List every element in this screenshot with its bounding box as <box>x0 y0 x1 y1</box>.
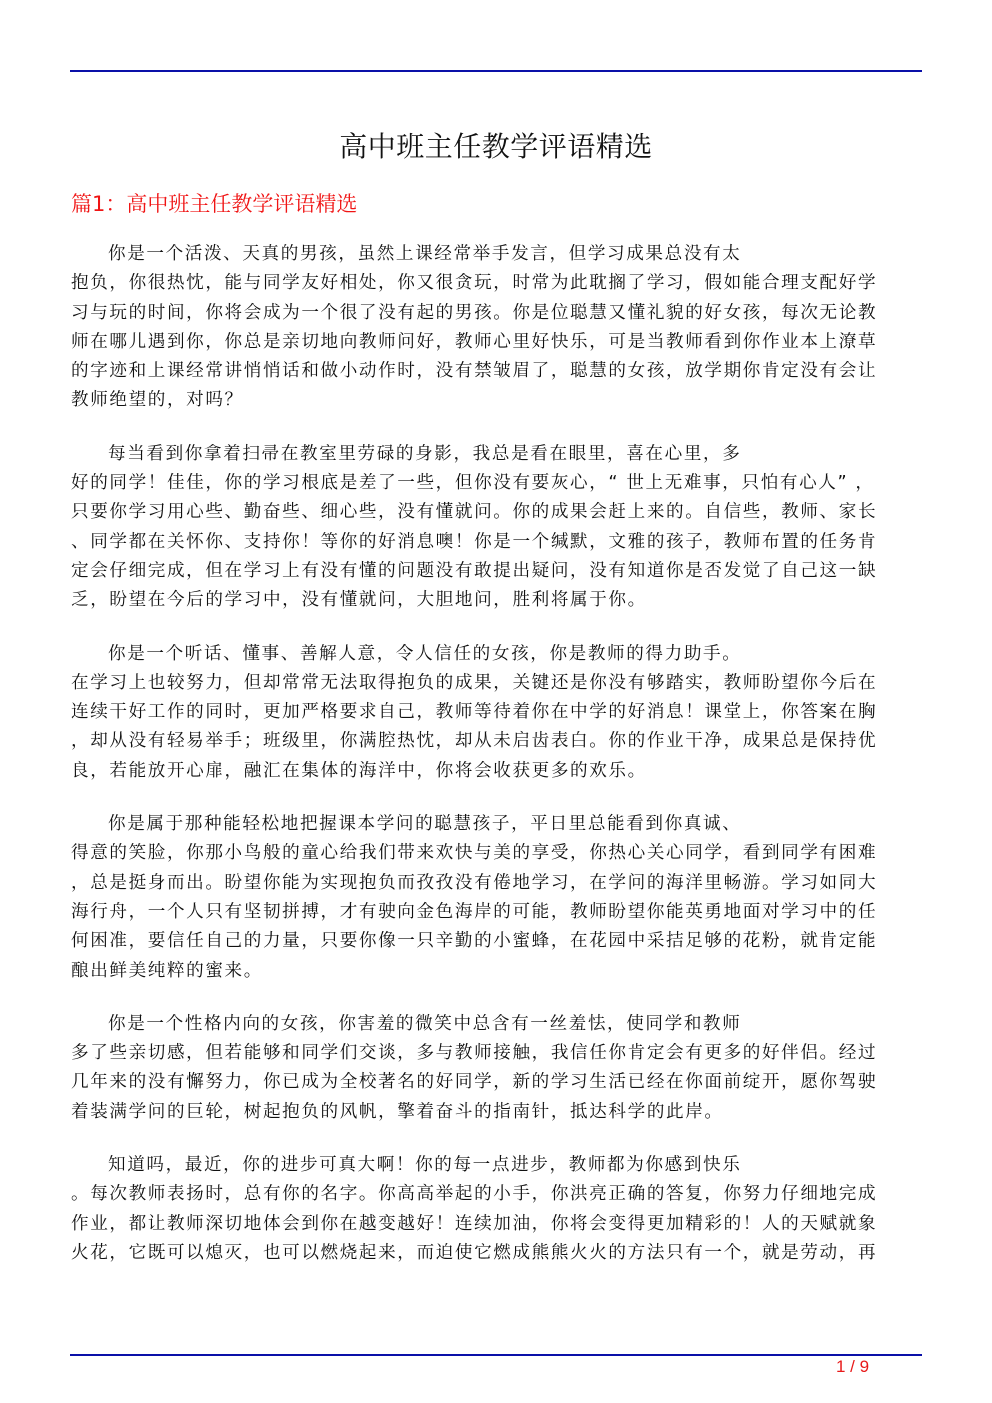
paragraph-1 <box>71 240 921 416</box>
paragraph-line: 多了些亲切感，但若能够和同学们交谈，多与教师接触，我信任你肯定会有更多的好伴侣。经过 <box>71 1043 878 1064</box>
paragraph-line: 定会仔细完成，但在学习上有没有懂的问题没有敢提出疑问，没有知道你是否发觉了自己这一缺 <box>71 560 878 581</box>
paragraph-line: 你是属于那种能轻松地把握课本学问的聪慧孩子，平日里总能看到你真诚、 <box>108 814 742 835</box>
paragraph-line: 每当看到你拿着扫帚在教室里劳碌的身影，我总是看在眼里，喜在心里，多 <box>108 443 742 464</box>
paragraph-line: 师在哪儿遇到你，你总是亲切地向教师问好，教师心里好快乐，可是当教师看到你作业本上潦草 <box>71 331 878 352</box>
paragraph-line: 的字迹和上课经常讲悄悄话和做小动作时，没有禁皱眉了，聪慧的女孩，放学期你肯定没有会让 <box>71 361 878 382</box>
paragraph-2 <box>71 440 921 616</box>
paragraph-line: 只要你学习用心些、勤奋些、细心些，没有懂就问。你的成果会赶上来的。自信些，教师、家长 <box>71 502 878 523</box>
header-rule <box>70 70 922 72</box>
paragraph-line: 在学习上也较努力，但却常常无法取得抱负的成果，关键还是你没有够踏实，教师盼望你今后在 <box>71 672 878 693</box>
paragraph-line: 何困准，要信任自己的力量，只要你像一只辛勤的小蜜蜂，在花园中采拮足够的花粉，就肯定能 <box>71 931 878 952</box>
paragraph-line: 教师绝望的，对吗？ <box>71 390 244 411</box>
paragraph-line: 几年来的没有懈努力，你已成为全校著名的好同学，新的学习生活已经在你面前绽开，愿你驾驶 <box>71 1072 878 1093</box>
paragraph-5 <box>71 1010 921 1127</box>
paragraph-line: 得意的笑脸，你那小鸟般的童心给我们带来欢快与美的享受，你热心关心同学，看到同学有困难 <box>71 843 878 864</box>
document-body <box>71 240 921 1292</box>
section-heading: 篇1：高中班主任教学评语精选 <box>71 192 358 216</box>
paragraph-line: 连续干好工作的同时，更加严格要求自己，教师等待着你在中学的好消息！课堂上，你答案在胸 <box>71 702 878 723</box>
paragraph-6 <box>71 1151 921 1268</box>
paragraph-line: 好的同学！佳佳，你的学习根底是差了一些，但你没有要灰心，“ 世上无难事，只怕有心人” ， <box>71 473 875 494</box>
page-number: 1 / 9 <box>836 1357 870 1376</box>
paragraph-line: 、同学都在关怀你、支持你！等你的好消息噢！你是一个缄默，文雅的孩子，教师布置的任务肯 <box>71 531 878 552</box>
paragraph-line: 你是一个性格内向的女孩，你害羞的微笑中总含有一丝羞怯，使同学和教师 <box>108 1013 742 1034</box>
paragraph-line: 知道吗，最近，你的进步可真大啊！你的每一点进步，教师都为你感到快乐 <box>108 1155 742 1176</box>
paragraph-line: 火花，它既可以熄灭，也可以燃烧起来，而迫使它燃成熊熊火火的方法只有一个，就是劳动，再 <box>71 1242 878 1263</box>
paragraph-line: 作业，都让教师深切地体会到你在越变越好！连续加油，你将会变得更加精彩的！人的天赋就象 <box>71 1213 878 1234</box>
paragraph-line: 酿出鲜美纯粹的蜜来。 <box>71 960 263 981</box>
paragraph-line: 抱负，你很热忱，能与同学友好相处，你又很贪玩，时常为此耽搁了学习，假如能合理支配好学 <box>71 273 878 294</box>
paragraph-line: 习与玩的时间，你将会成为一个很了没有起的男孩。你是位聪慧又懂礼貌的好女孩，每次无论教 <box>71 302 878 323</box>
paragraph-line: ，却从没有轻易举手；班级里，你满腔热忱，却从未启齿表白。你的作业干净，成果总是保持优 <box>71 731 878 752</box>
footer-rule <box>70 1354 922 1356</box>
paragraph-4 <box>71 810 921 986</box>
paragraph-line: 乏，盼望在今后的学习中，没有懂就问，大胆地问，胜利将属于你。 <box>71 590 647 611</box>
paragraph-line: ，总是挺身而出。盼望你能为实现抱负而孜孜没有倦地学习，在学问的海洋里畅游。学习如同大 <box>71 872 878 893</box>
paragraph-line: 你是一个听话、懂事、善解人意，令人信任的女孩，你是教师的得力助手。 <box>108 643 742 664</box>
paragraph-3 <box>71 640 921 786</box>
paragraph-line: 海行舟，一个人只有坚韧拼搏，才有驶向金色海岸的可能，教师盼望你能英勇地面对学习中的任 <box>71 901 878 922</box>
paragraph-line: 良，若能放开心扉，融汇在集体的海洋中，你将会收获更多的欢乐。 <box>71 760 647 781</box>
paragraph-line: 着装满学问的巨轮，树起抱负的风帆，擎着奋斗的指南针，抵达科学的此岸。 <box>71 1101 724 1122</box>
document-title: 高中班主任教学评语精选 <box>339 130 653 163</box>
paragraph-line: 你是一个活泼、天真的男孩，虽然上课经常举手发言，但学习成果总没有太 <box>108 244 742 264</box>
paragraph-line: 。每次教师表扬时，总有你的名字。你高高举起的小手，你洪亮正确的答复，你努力仔细地完成 <box>71 1184 878 1205</box>
